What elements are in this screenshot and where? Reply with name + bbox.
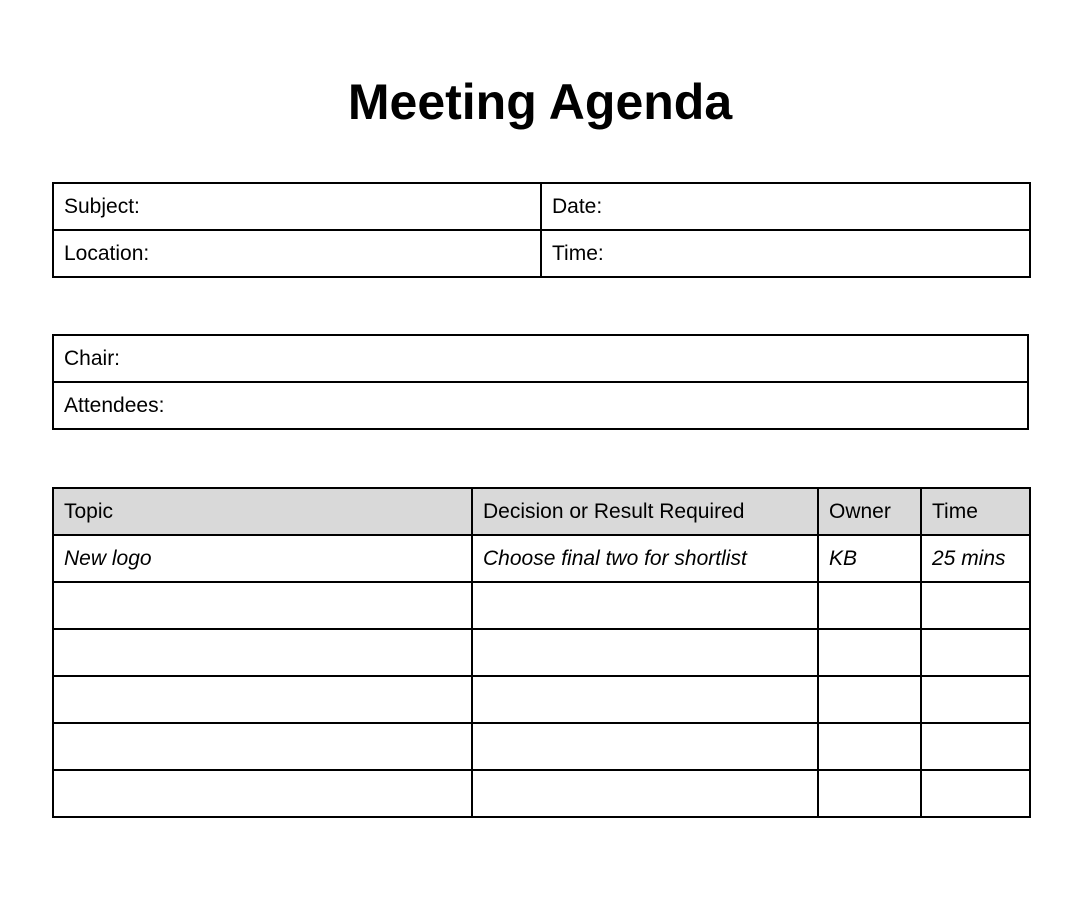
owner-cell[interactable] [818,676,921,723]
owner-cell[interactable] [818,582,921,629]
table-row [53,535,1030,582]
column-header-topic: Topic [53,488,472,535]
owner-cell[interactable]: KB [818,535,921,582]
decision-cell[interactable] [472,770,818,817]
agenda-table [52,487,1031,818]
table-row [53,582,1030,629]
column-header-time: Time [921,488,1030,535]
owner-cell[interactable] [818,770,921,817]
table-row [53,770,1030,817]
people-table [52,334,1029,430]
date-field[interactable]: Date: [541,183,1030,230]
agenda-header-row [53,488,1030,535]
time-field[interactable]: Time: [541,230,1030,277]
column-header-owner: Owner [818,488,921,535]
time-cell[interactable]: 25 mins [921,535,1030,582]
decision-cell[interactable] [472,629,818,676]
location-field[interactable]: Location: [53,230,541,277]
subject-field[interactable]: Subject: [53,183,541,230]
topic-cell[interactable] [53,629,472,676]
owner-cell[interactable] [818,629,921,676]
time-cell[interactable] [921,629,1030,676]
table-row [53,629,1030,676]
table-row [53,723,1030,770]
people-row-attendees [53,382,1028,429]
time-cell[interactable] [921,770,1030,817]
decision-cell[interactable] [472,582,818,629]
topic-cell[interactable]: New logo [53,535,472,582]
meeting-info-table [52,182,1031,278]
time-cell[interactable] [921,676,1030,723]
topic-cell[interactable] [53,676,472,723]
info-row-subject-date [53,183,1030,230]
people-row-chair [53,335,1028,382]
info-row-location-time [53,230,1030,277]
time-cell[interactable] [921,582,1030,629]
topic-cell[interactable] [53,723,472,770]
owner-cell[interactable] [818,723,921,770]
column-header-decision: Decision or Result Required [472,488,818,535]
page-title: Meeting Agenda [347,74,733,130]
table-row [53,676,1030,723]
decision-cell[interactable] [472,723,818,770]
decision-cell[interactable] [472,676,818,723]
attendees-field[interactable]: Attendees: [53,382,1028,429]
topic-cell[interactable] [53,770,472,817]
chair-field[interactable]: Chair: [53,335,1028,382]
topic-cell[interactable] [53,582,472,629]
time-cell[interactable] [921,723,1030,770]
decision-cell[interactable]: Choose final two for shortlist [472,535,818,582]
